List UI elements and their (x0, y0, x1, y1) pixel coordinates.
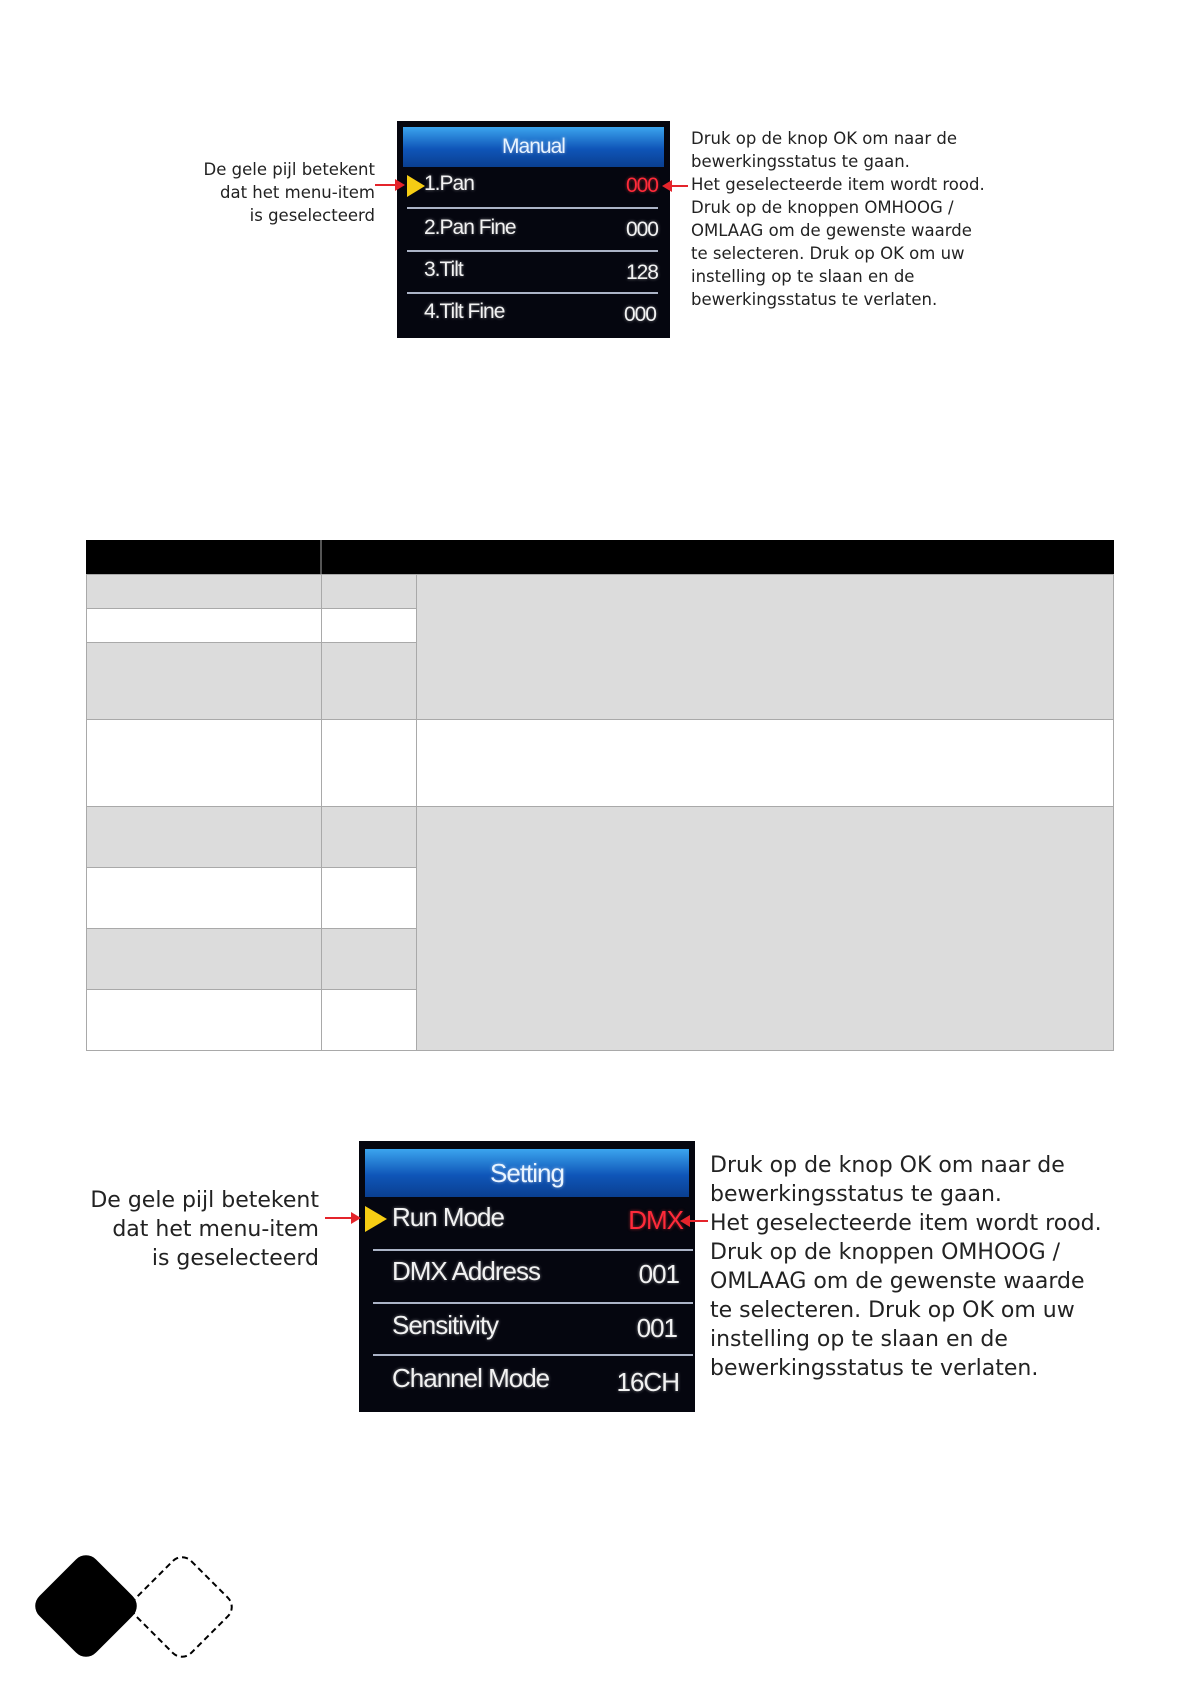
menu-item-label: 2.Pan Fine (424, 216, 516, 239)
page-marker-solid-icon (29, 1549, 142, 1662)
menu-item-value: 000 (623, 303, 656, 326)
callout-arrow-icon (375, 184, 401, 186)
note-line: OMLAAG om de gewenste waarde (691, 221, 972, 240)
menu-item-value: 000 (625, 174, 658, 197)
note-line: De gele pijl betekent (90, 1188, 319, 1213)
menu-item-value: 000 (625, 218, 658, 241)
table-cell (416, 574, 1114, 720)
edit-instructions-note (691, 127, 985, 311)
note-line: dat het menu-item (112, 1217, 319, 1242)
menu-item-label: 4.Tilt Fine (424, 300, 505, 323)
note-line: te selecteren. Druk op OK om uw (691, 244, 965, 263)
row-divider (373, 1249, 693, 1251)
table-cell (86, 574, 322, 609)
selection-arrow-note (204, 158, 375, 227)
row-divider (407, 250, 658, 252)
note-line: Druk op de knoppen OMHOOG / (691, 198, 954, 217)
menu-item-label: Run Mode (392, 1202, 504, 1232)
selection-arrow-note (90, 1186, 319, 1273)
table-cell (321, 608, 417, 643)
note-line: Het geselecteerde item wordt rood. (691, 175, 985, 194)
note-line: Druk op de knop OK om naar de (710, 1153, 1065, 1178)
selection-arrow-icon (365, 1206, 387, 1232)
table-header (86, 540, 1114, 574)
menu-item-value: 16CH (616, 1367, 679, 1397)
edit-instructions-note (710, 1151, 1102, 1383)
note-line: bewerkingsstatus te verlaten. (710, 1356, 1039, 1381)
menu-item-label: Sensitivity (392, 1310, 499, 1340)
note-line: te selecteren. Druk op OK om uw (710, 1298, 1075, 1323)
table-cell (416, 806, 1114, 1051)
note-line: is geselecteerd (151, 1246, 319, 1271)
table-cell (321, 928, 417, 990)
note-line: instelling op te slaan en de (710, 1327, 1008, 1352)
menu-item-value: DMX (628, 1205, 683, 1235)
table-cell (321, 719, 417, 807)
note-line: Druk op de knoppen OMHOOG / (710, 1240, 1061, 1265)
screen-title: Setting (365, 1149, 689, 1197)
note-line: bewerkingsstatus te gaan. (710, 1182, 1002, 1207)
note-line: bewerkingsstatus te verlaten. (691, 290, 938, 309)
row-divider (373, 1302, 693, 1304)
menu-item-label: 3.Tilt (424, 258, 463, 281)
menu-item-value: 001 (636, 1313, 677, 1343)
settings-table (86, 540, 1114, 1052)
menu-item-value: 001 (638, 1259, 679, 1289)
callout-arrow-icon (325, 1217, 357, 1219)
table-cell (86, 719, 322, 807)
menu-item-label: DMX Address (392, 1256, 540, 1286)
note-line: dat het menu-item (220, 183, 375, 202)
table-cell (86, 642, 322, 720)
row-divider (373, 1354, 693, 1356)
note-line: De gele pijl betekent (203, 160, 375, 179)
row-divider (407, 292, 658, 294)
table-cell (321, 806, 417, 868)
table-cell (86, 928, 322, 990)
menu-item-value: 128 (625, 261, 658, 284)
row-divider (407, 207, 658, 209)
table-cell (416, 719, 1114, 807)
screen-title: Manual (403, 127, 664, 167)
manual-menu-screen (397, 121, 670, 338)
callout-arrow-icon (684, 1220, 708, 1222)
header-separator (320, 540, 322, 574)
note-line: Het geselecteerde item wordt rood. (710, 1211, 1102, 1236)
table-cell (321, 867, 417, 929)
note-line: Druk op de knop OK om naar de (691, 129, 958, 148)
menu-item-label: 1.Pan (424, 172, 474, 195)
setting-menu-screen (359, 1141, 695, 1412)
page-marker-outline-icon (125, 1550, 238, 1663)
table-cell (86, 806, 322, 868)
note-line: instelling op te slaan en de (691, 267, 915, 286)
note-line: is geselecteerd (249, 206, 375, 225)
note-line: OMLAAG om de gewenste waarde (710, 1269, 1085, 1294)
callout-arrow-icon (666, 185, 688, 187)
table-cell (86, 989, 322, 1051)
table-cell (321, 574, 417, 609)
selection-arrow-icon (407, 175, 425, 197)
table-cell (321, 642, 417, 720)
table-cell (321, 989, 417, 1051)
table-cell (86, 867, 322, 929)
note-line: bewerkingsstatus te gaan. (691, 152, 910, 171)
menu-item-label: Channel Mode (392, 1363, 550, 1393)
table-cell (86, 608, 322, 643)
